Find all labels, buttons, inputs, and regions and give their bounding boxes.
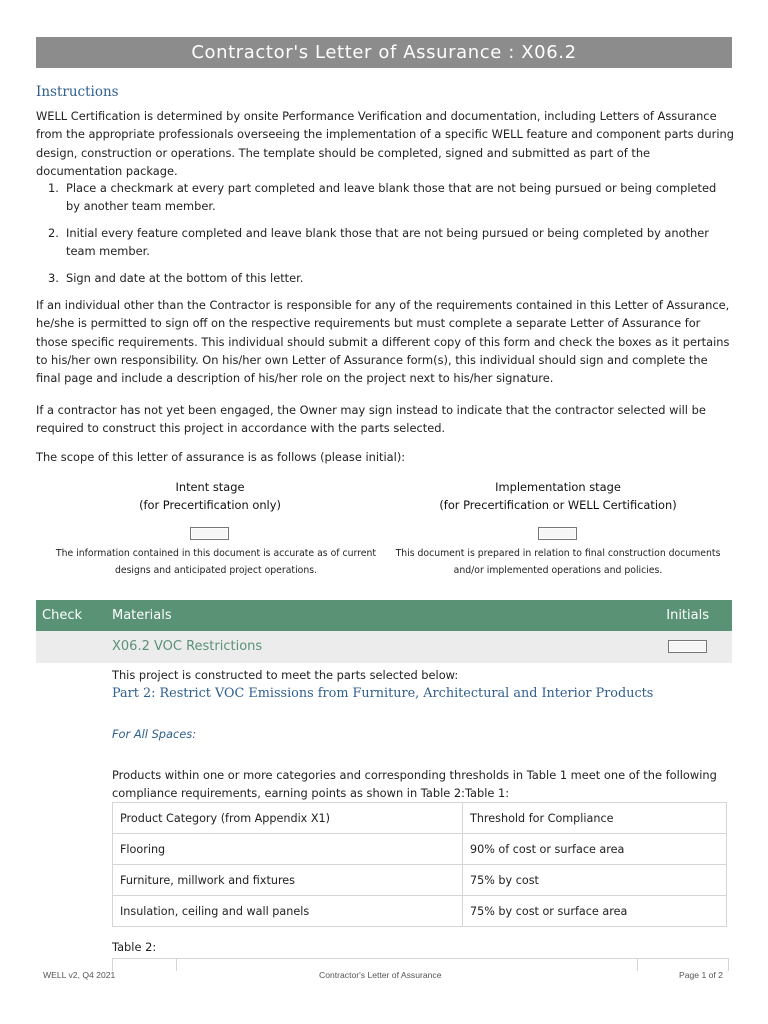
feature-initial-box[interactable] [668, 640, 707, 653]
materials-column-header: Materials [112, 608, 172, 623]
check-column-header: Check [42, 608, 82, 623]
implementation-stage-subtitle: (for Precertification or WELL Certification) [439, 497, 677, 512]
instructions-intro: WELL Certification is determined by onsite Performance Verification and documentation, including Letters of Assurance from the appropriate professionals overseeing the implementation of a specific WELL feature and component parts during design, construction or operations. The template should be completed, signed and submitted as part of the documentation package. [36, 109, 734, 178]
footer-page-number: Page 1 of 2 [679, 970, 723, 980]
table-cell: Flooring [113, 834, 463, 865]
intent-stage-subtitle: (for Precertification only) [139, 497, 281, 512]
intent-stage-note [36, 545, 396, 579]
intent-stage-title: Intent stage [175, 480, 245, 494]
table-divider [637, 959, 638, 971]
instructions-heading: Instructions [36, 84, 119, 100]
table-divider [176, 959, 177, 971]
step-number: 2. [48, 226, 59, 240]
initials-column-header: Initials [666, 608, 709, 623]
table-header-cell: Product Category (from Appendix X1) [113, 803, 463, 834]
step-text: Sign and date at the bottom of this letter. [66, 271, 304, 285]
implementation-stage-title: Implementation stage [495, 480, 621, 494]
scope-intro: The scope of this letter of assurance is as follows (please initial): [36, 450, 406, 464]
feature-row [36, 631, 732, 663]
implementation-stage [418, 479, 698, 514]
step-number: 3. [48, 271, 59, 285]
other-individual-paragraph: If an individual other than the Contractor is responsible for any of the requirements contained in this Letter of Assurance, he/she is permitted to sign off on the respective requirements but must complete a separate Letter of Assurance for those specific requirements. This individual should submit a different copy of this form and check the boxes as it pertains to his/her own responsibility. On his/her own Letter of Assurance form(s), this individual should sign and complete the final page and include a description of his/her role on the project next to his/her signature. [36, 298, 730, 386]
footer-document-title: Contractor's Letter of Assurance [319, 970, 442, 980]
intent-stage [90, 479, 330, 514]
implementation-stage-note [388, 545, 728, 579]
implementation-note-line: This document is prepared in relation to final construction documents [395, 548, 721, 559]
table-cell: 75% by cost [463, 865, 727, 896]
step-text: Place a checkmark at every part completed and leave blank those that are not being pursued or being completed by another team member. [66, 181, 717, 214]
intent-note-line: designs and anticipated project operations. [114, 565, 318, 576]
threshold-table [112, 802, 727, 927]
step-number: 1. [48, 181, 59, 195]
table-row [113, 896, 727, 927]
part-title: Part 2: Restrict VOC Emissions from Furniture, Architectural and Interior Products [112, 686, 654, 701]
intent-initial-box[interactable] [190, 527, 229, 540]
table-row [113, 865, 727, 896]
feature-title: X06.2 VOC Restrictions [112, 639, 263, 654]
footer-version: WELL v2, Q4 2021 [43, 970, 116, 980]
spaces-label: For All Spaces: [112, 727, 197, 741]
table-row [113, 834, 727, 865]
intent-note-line: The information contained in this document is accurate as of current [55, 548, 377, 559]
table-cell: Insulation, ceiling and wall panels [113, 896, 463, 927]
table-cell: 90% of cost or surface area [463, 834, 727, 865]
page-title: Contractor's Letter of Assurance : X06.2 [36, 37, 732, 68]
table2-label: Table 2: [112, 940, 157, 954]
parts-selected-note: This project is constructed to meet the parts selected below: [112, 668, 459, 682]
materials-table-header [36, 600, 732, 631]
owner-note-paragraph: If a contractor has not yet been engaged, the Owner may sign instead to indicate that the contractor selected will be required to construct this project in accordance with the parts selected. [36, 403, 706, 436]
table-header-row [113, 803, 727, 834]
table-cell: Furniture, millwork and fixtures [113, 865, 463, 896]
implementation-initial-box[interactable] [538, 527, 577, 540]
table-header-cell: Threshold for Compliance [463, 803, 727, 834]
table-cell: 75% by cost or surface area [463, 896, 727, 927]
requirement-text: Products within one or more categories and corresponding thresholds in Table 1 meet one of the following compliance requirements, earning points as shown in Table 2:Table 1: [112, 768, 717, 800]
implementation-note-line: and/or implemented operations and policies. [453, 565, 663, 576]
step-text: Initial every feature completed and leave blank those that are not being pursued or being completed by another team member. [66, 226, 709, 259]
